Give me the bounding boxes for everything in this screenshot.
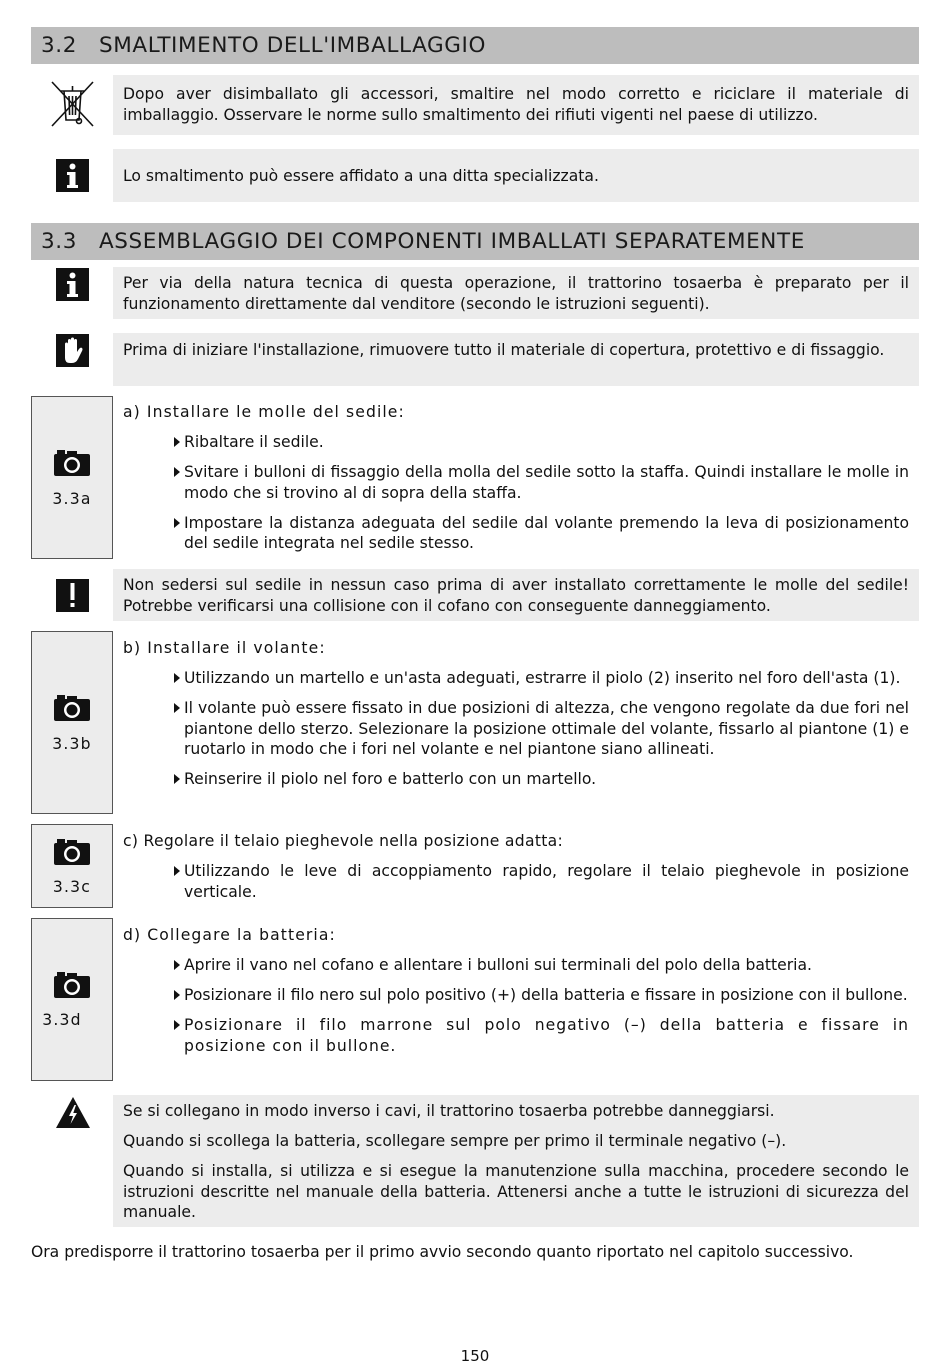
step-d — [113, 925, 919, 1066]
info-text: Lo smaltimento può essere affidato a una ditta specializzata. — [123, 167, 599, 185]
camera-icon — [54, 839, 90, 865]
camera-icon — [54, 972, 90, 998]
list-item: Utilizzando le leve di accoppiamento rapido, regolare il telaio pieghevole in posizione verticale. — [173, 861, 909, 902]
warning-text: Non sedersi sul sedile in nessun caso prima di aver installato correttamente le molle del sedile! Potrebbe verificarsi una collisione con il cofano con conseguente danneggiamento. — [123, 576, 909, 615]
camera-icon — [54, 695, 90, 721]
step-title: d) Collegare la batteria: — [123, 926, 336, 944]
info-icon — [56, 268, 89, 301]
list-item: Utilizzando un martello e un'asta adeguati, estrarre il piolo (2) inserito nel foro dell'asta (1). — [173, 668, 909, 689]
photo-label: 3.3a — [52, 490, 92, 508]
info-note-preparation — [113, 267, 919, 319]
electric-text: Se si collegano in modo inverso i cavi, il trattorino tosaerba potrebbe danneggiarsi. — [123, 1102, 775, 1120]
photo-label: 3.3d — [42, 1011, 82, 1029]
high-voltage-icon — [55, 1096, 91, 1129]
section-3-3-heading — [31, 223, 919, 260]
list-item: Ribaltare il sedile. — [173, 432, 909, 453]
step-c — [113, 831, 919, 912]
list-item: Svitare i bulloni di fissaggio della molla del sedile sotto la staffa. Quindi installare le molle in modo che si trovino al di sopra della staffa. — [173, 462, 909, 503]
electric-safety-note — [113, 1095, 919, 1227]
stop-text: Prima di iniziare l'installazione, rimuovere tutto il materiale di copertura, protettivo e di fissaggio. — [123, 341, 885, 359]
section-number: 3.3 — [41, 229, 77, 254]
info-icon — [56, 159, 89, 192]
step-title: b) Installare il volante: — [123, 639, 326, 657]
photo-reference-3-3c — [31, 824, 113, 908]
page-number: 150 — [460, 1347, 490, 1365]
warning-note — [113, 569, 919, 621]
list-item: Impostare la distanza adeguata del sedile dal volante premendo la leva di posizionamento del sedile integrata nel sedile stesso. — [173, 513, 909, 554]
section-title: ASSEMBLAGGIO DEI COMPONENTI IMBALLATI SEPARATEMENTE — [99, 229, 805, 254]
section-number: 3.2 — [41, 33, 77, 58]
info-note-disposal — [113, 149, 919, 202]
electric-text: Quando si installa, si utilizza e si esegue la manutenzione sulla macchina, procedere secondo le istruzioni descritte nel manuale della batteria. Attenersi anche a tutte le istruzioni di sicurezza del manuale. — [123, 1162, 909, 1221]
photo-reference-3-3a — [31, 396, 113, 559]
photo-label: 3.3c — [52, 878, 92, 896]
list-item: Il volante può essere fissato in due posizioni di altezza, che vengono regolate da due fori nel piantone dello sterzo. Selezionare la posizione ottimale del volante, fissarlo al piantone (1) e ruotarlo in modo che i fori nel volante e nel piantone siano allineati. — [173, 698, 909, 760]
electric-text: Quando si scollega la batteria, scollegare sempre per primo il terminale negativo (–). — [123, 1132, 787, 1150]
step-title: a) Installare le molle del sedile: — [123, 403, 405, 421]
camera-icon — [54, 450, 90, 476]
list-item: Posizionare il filo marrone sul polo negativo (–) della batteria e fissare in posizione con il bullone. — [173, 1015, 909, 1056]
step-b — [113, 638, 919, 799]
step-bullets — [123, 955, 909, 1056]
packaging-text: Dopo aver disimballato gli accessori, smaltire nel modo corretto e riciclare il materiale di imballaggio. Osservare le norme sullo smaltimento dei rifiuti vigenti nel paese di utilizzo. — [123, 85, 909, 124]
step-bullets — [123, 668, 909, 790]
photo-reference-3-3b — [31, 631, 113, 814]
step-bullets — [123, 861, 909, 902]
section-3-2-heading — [31, 27, 919, 64]
step-title: c) Regolare il telaio pieghevole nella posizione adatta: — [123, 832, 564, 850]
list-item: Posizionare il filo nero sul polo positivo (+) della batteria e fissare in posizione con il bullone. — [173, 985, 909, 1006]
exclamation-icon — [56, 579, 89, 612]
stop-note — [113, 333, 919, 386]
packaging-note — [113, 75, 919, 135]
photo-label: 3.3b — [52, 735, 92, 753]
section-title: SMALTIMENTO DELL'IMBALLAGGIO — [99, 33, 487, 58]
crossed-bin-icon — [50, 80, 95, 128]
step-a — [113, 402, 919, 563]
closing-text: Ora predisporre il trattorino tosaerba per il primo avvio secondo quanto riportato nel capitolo successivo. — [31, 1243, 854, 1261]
stop-hand-icon — [56, 334, 89, 367]
list-item: Aprire il vano nel cofano e allentare i bulloni sui terminali del polo della batteria. — [173, 955, 909, 976]
list-item: Reinserire il piolo nel foro e batterlo con un martello. — [173, 769, 909, 790]
step-bullets — [123, 432, 909, 554]
info-text: Per via della natura tecnica di questa operazione, il trattorino tosaerba è preparato per il funzionamento direttamente dal venditore (secondo le istruzioni seguenti). — [123, 274, 909, 313]
photo-reference-3-3d — [31, 918, 113, 1081]
